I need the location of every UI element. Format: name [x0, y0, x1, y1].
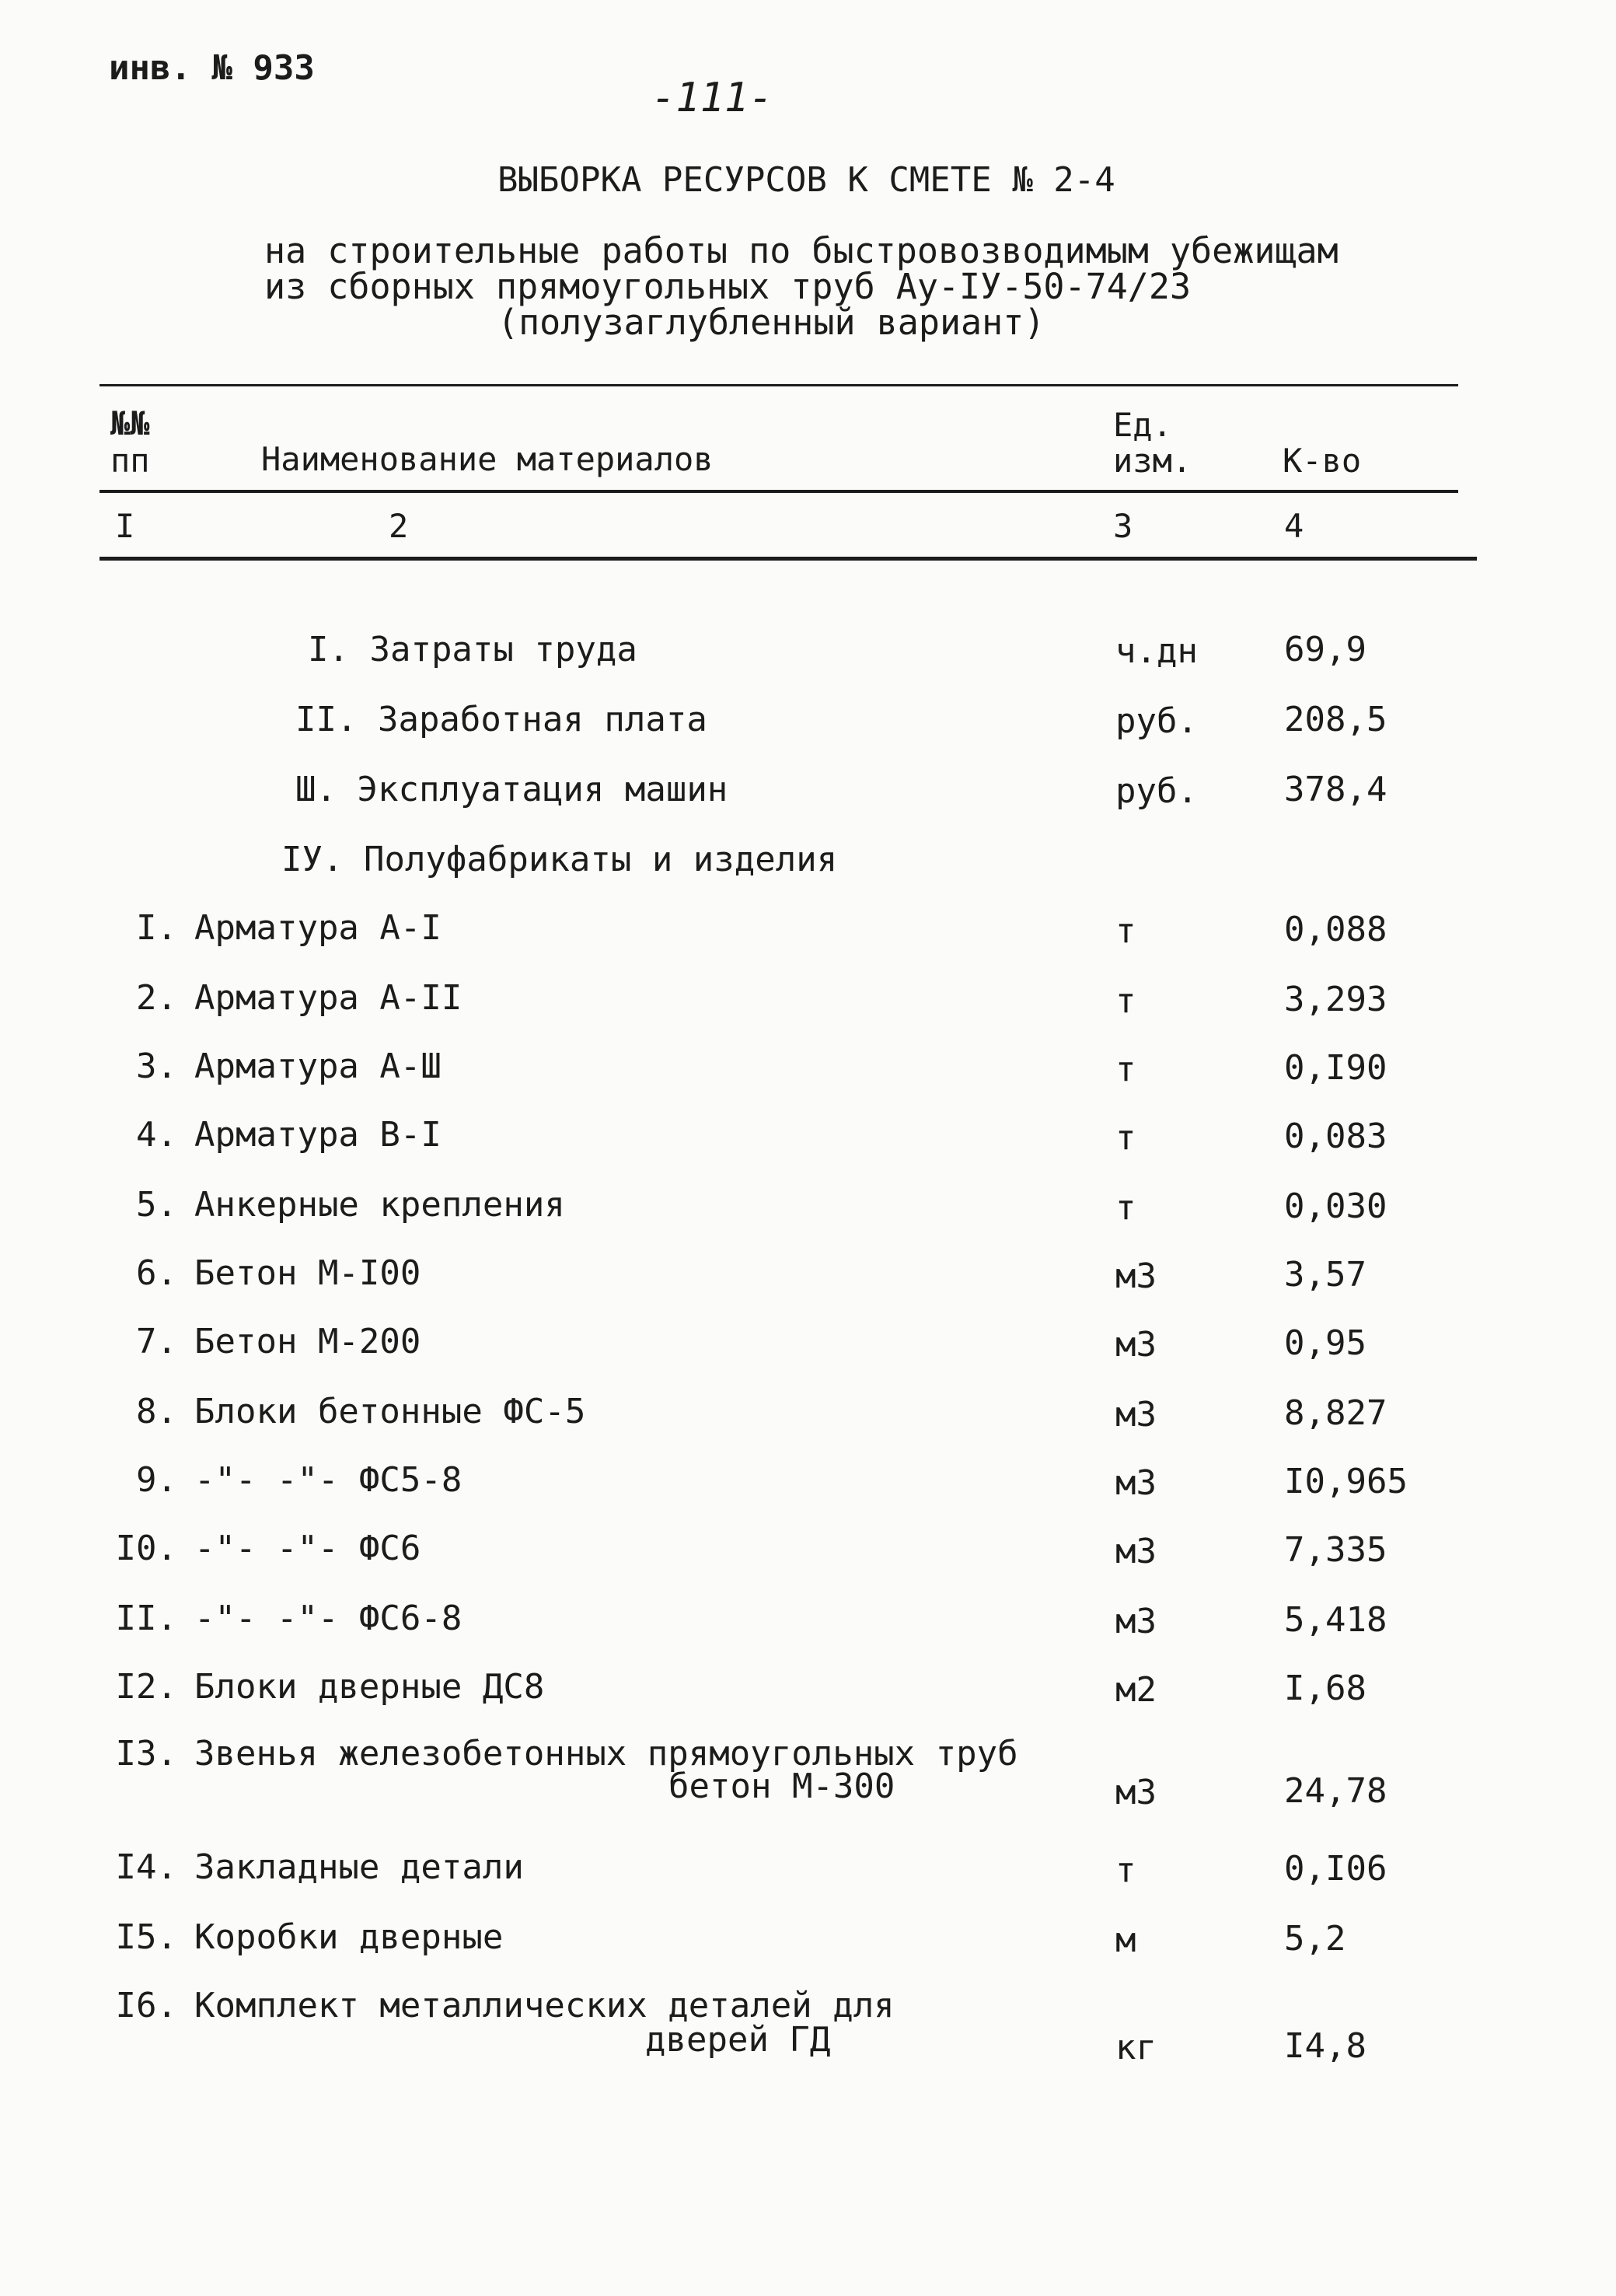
row-name-continuation: бетон М-300: [668, 1767, 895, 1806]
row-unit: м3: [1115, 1325, 1157, 1365]
row-number: 8.: [136, 1392, 177, 1431]
row-number: I6.: [115, 1986, 177, 2025]
header-bottom-rule: [99, 557, 1477, 561]
row-name: Блоки дверные ДС8: [194, 1667, 545, 1707]
row-unit: т: [1115, 1850, 1136, 1890]
subtitle-line-3: (полузаглубленный вариант): [497, 302, 1045, 343]
row-number: 9.: [136, 1460, 177, 1500]
col-name-header: Наименование материалов: [261, 440, 714, 478]
row-name: Закладные детали: [194, 1847, 524, 1887]
row-qty: 3,293: [1284, 980, 1387, 1019]
row-qty: 5,2: [1284, 1919, 1346, 1959]
document-title: ВЫБОРКА РЕСУРСОВ К СМЕТЕ № 2-4: [497, 160, 1115, 200]
row-unit: м3: [1115, 1532, 1157, 1571]
row-number: I.: [136, 908, 177, 948]
row-qty: 0,95: [1284, 1323, 1366, 1363]
row-qty: I0,965: [1284, 1462, 1408, 1501]
section-name: Ш. Эксплуатация машин: [295, 770, 728, 809]
col-number-header-line1: №№: [110, 404, 150, 442]
section-qty: 208,5: [1284, 700, 1387, 739]
row-name: Звенья железобетонных прямоугольных труб: [194, 1734, 1018, 1774]
row-unit: т: [1115, 1188, 1136, 1228]
section-unit: руб.: [1115, 701, 1198, 741]
inventory-number: инв. № 933: [109, 48, 315, 88]
col-index-1: I: [115, 507, 135, 545]
col-unit-header-line1: Ед.: [1113, 406, 1172, 444]
row-unit: т: [1115, 911, 1136, 951]
row-qty: I,68: [1284, 1669, 1366, 1708]
row-qty: 0,088: [1284, 910, 1387, 949]
row-qty: 0,030: [1284, 1186, 1387, 1226]
row-number: 4.: [136, 1115, 177, 1155]
row-name: Бетон М-200: [194, 1322, 421, 1361]
row-qty: 7,335: [1284, 1530, 1387, 1570]
col-number-header-line2: пп: [110, 442, 150, 480]
header-top-rule: [99, 384, 1458, 386]
row-name: -"- -"- ФС5-8: [194, 1460, 462, 1500]
row-name: -"- -"- ФС6-8: [194, 1599, 462, 1638]
row-number: I3.: [115, 1734, 177, 1774]
row-number: I0.: [115, 1529, 177, 1568]
section-unit: руб.: [1115, 771, 1198, 811]
subtitle-line-2: из сборных прямоугольных труб Ау-IУ-50-74/23: [264, 266, 1192, 307]
row-unit: м3: [1115, 1602, 1157, 1641]
row-unit: м3: [1115, 1463, 1157, 1503]
page-number: -111-: [651, 75, 773, 121]
section-unit: ч.дн: [1115, 631, 1198, 671]
row-number: 2.: [136, 978, 177, 1018]
col-index-2: 2: [389, 507, 409, 545]
row-name: Коробки дверные: [194, 1917, 504, 1957]
section-qty: 378,4: [1284, 770, 1387, 809]
row-name: Анкерные крепления: [194, 1185, 565, 1225]
row-number: I5.: [115, 1917, 177, 1957]
row-unit: т: [1115, 1118, 1136, 1158]
row-unit: м3: [1115, 1395, 1157, 1435]
header-mid-rule: [99, 490, 1458, 493]
col-qty-header: К-во: [1283, 442, 1362, 480]
col-index-3: 3: [1113, 507, 1133, 545]
section-qty: 69,9: [1284, 630, 1366, 669]
row-unit: т: [1115, 1050, 1136, 1089]
row-unit: кг: [1115, 2028, 1157, 2067]
row-number: 3.: [136, 1047, 177, 1086]
row-unit: м3: [1115, 1256, 1157, 1296]
row-name: Комплект металлических деталей для: [194, 1986, 895, 2025]
section-name: II. Заработная плата: [295, 700, 707, 739]
row-name: Арматура А-II: [194, 978, 462, 1018]
row-qty: 3,57: [1284, 1255, 1366, 1295]
section-name: I. Затраты труда: [308, 630, 637, 669]
row-qty: 0,083: [1284, 1117, 1387, 1156]
row-number: 7.: [136, 1322, 177, 1361]
row-unit: м2: [1115, 1670, 1157, 1710]
row-unit: м: [1115, 1920, 1136, 1960]
row-qty: 0,I90: [1284, 1048, 1387, 1088]
row-unit: т: [1115, 981, 1136, 1021]
row-qty: I4,8: [1284, 2026, 1366, 2066]
row-name: -"- -"- ФС6: [194, 1529, 421, 1568]
row-qty: 0,I06: [1284, 1849, 1387, 1889]
row-name-continuation: дверей ГД: [645, 2020, 831, 2060]
section-name: IУ. Полуфабрикаты и изделия: [281, 840, 838, 879]
row-name: Арматура А-Ш: [194, 1047, 442, 1086]
row-number: I4.: [115, 1847, 177, 1887]
row-unit: м3: [1115, 1773, 1157, 1812]
col-index-4: 4: [1284, 507, 1304, 545]
row-qty: 5,418: [1284, 1600, 1387, 1640]
row-number: I2.: [115, 1667, 177, 1707]
row-name: Бетон М-I00: [194, 1253, 421, 1293]
subtitle-line-1: на строительные работы по быстровозводимым убежищам: [264, 230, 1339, 271]
row-qty: 8,827: [1284, 1393, 1387, 1433]
row-name: Блоки бетонные ФС-5: [194, 1392, 586, 1431]
row-number: II.: [115, 1599, 177, 1638]
row-number: 5.: [136, 1185, 177, 1225]
row-name: Арматура А-I: [194, 908, 442, 948]
col-unit-header-line2: изм.: [1113, 442, 1192, 480]
row-qty: 24,78: [1284, 1771, 1387, 1811]
row-name: Арматура В-I: [194, 1115, 442, 1155]
row-number: 6.: [136, 1253, 177, 1293]
